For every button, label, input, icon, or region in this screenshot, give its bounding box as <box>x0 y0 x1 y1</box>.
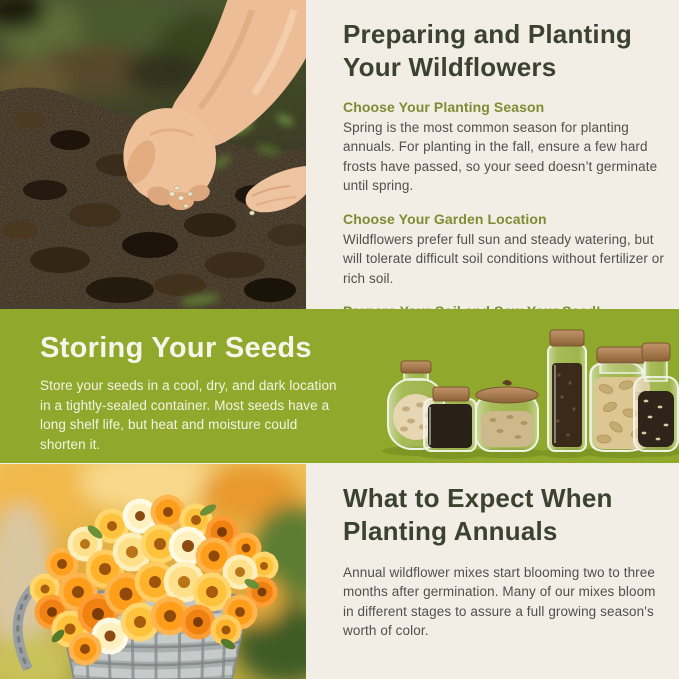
subsection-body: Wildflowers prefer full sun and steady watering, but will tolerate difficult soil conditions without fertilizer or rich soil. <box>343 231 664 286</box>
top-heading: Preparing and Planting Your Wildflowers <box>343 19 632 83</box>
photo-hand-sowing-seeds <box>0 0 306 309</box>
band-body: Store your seeds in a cool, dry, and dark location in a tightly-sealed container. Most seeds have a long shelf life, but heat and moisture could shorten it. <box>40 378 337 453</box>
subsection-garden-location <box>343 211 665 288</box>
band-text <box>40 332 350 455</box>
seed-jars-illustration <box>378 317 679 464</box>
band-heading: Storing Your Seeds <box>40 332 312 364</box>
storing-seeds-band <box>0 309 679 463</box>
jar-tan-seeds <box>476 380 538 451</box>
subsection-title: Choose Your Garden Location <box>343 210 547 227</box>
subsection-planting-season <box>343 99 665 196</box>
subsection-title: Choose Your Planting Season <box>343 99 545 116</box>
bottom-heading: What to Expect When Planting Annuals <box>343 483 613 547</box>
jar-tall-dark-seeds <box>548 330 586 451</box>
hand-sowing-illustration <box>0 0 306 309</box>
subsection-body: Spring is the most common season for planting annuals. For planting in the fall, ensure a few hard frosts have passed, so your seed doesn’t germinate until spring. <box>343 120 658 194</box>
flower-basket-illustration <box>0 464 306 679</box>
bottom-section <box>343 482 665 641</box>
photo-flower-basket <box>0 464 306 679</box>
photo-seed-jars <box>378 317 679 464</box>
bottom-body: Annual wildflower mixes start blooming two to three months after germination. Many of our mixes bloom in different stages to assure a full growing season's worth of color. <box>343 565 656 639</box>
